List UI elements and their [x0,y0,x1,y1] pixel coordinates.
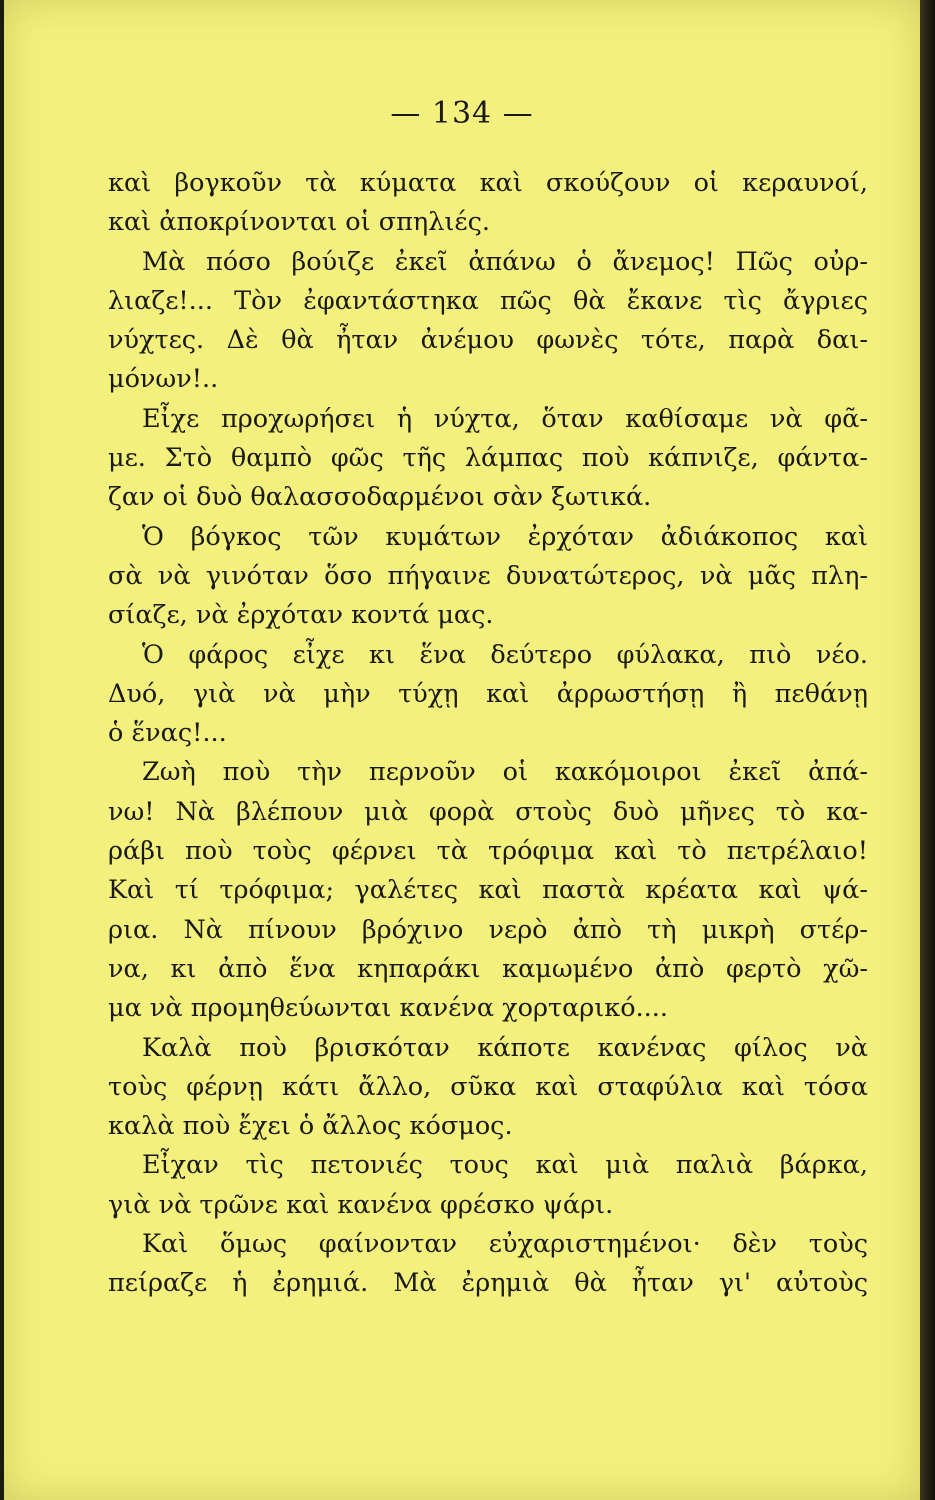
text-line: ράβι ποὺ τοὺς φέρνει τὰ τρόφιμα καὶ τὸ πετρέλαιο! [108,836,868,867]
text-line: Δυό, γιὰ νὰ μὴν τύχῃ καὶ ἀρρωστήσῃ ἢ πεθάνῃ [108,678,868,709]
text-line: να, κι ἀπὸ ἕνα κηπαράκι καμωμένο ἀπὸ φερτὸ χῶ- [108,953,868,984]
text-line: Ὁ φάρος εἶχε κι ἕνα δεύτερο φύλακα, πιὸ νέο. [142,639,868,670]
text-line: σὰ νὰ γινόταν ὅσο πήγαινε δυνατώτερος, νὰ μᾶς πλη- [108,560,868,591]
text-line: ὁ ἕνας!... [108,718,227,749]
page-number: — 134 — [390,96,534,131]
text-line: Εἶχε προχωρήσει ἡ νύχτα, ὅταν καθίσαμε νὰ φᾶ- [142,403,868,434]
page-edge-shadow [920,0,935,1500]
text-line: μα νὰ προμηθεύωνται κανένα χορταρικό.... [108,993,668,1024]
body-text [108,164,868,1304]
text-line: καλὰ ποὺ ἔχει ὁ ἄλλος κόσμος. [108,1111,513,1142]
text-line: Καὶ τί τρόφιμα; γαλέτες καὶ παστὰ κρέατα καὶ ψά- [108,875,868,906]
text-line: Καὶ ὅμως φαίνονταν εὐχαριστημένοι· δὲν τοὺς [142,1229,868,1260]
text-line: καὶ ἀποκρίνονται οἱ σπηλιές. [108,207,490,238]
text-line: Μὰ πόσο βούιζε ἐκεῖ ἀπάνω ὁ ἄνεμος! Πῶς οὐρ- [142,246,868,277]
text-line: Καλὰ ποὺ βρισκόταν κάποτε κανένας φίλος νὰ [142,1032,868,1063]
text-line: γιὰ νὰ τρῶνε καὶ κανένα φρέσκο ψάρι. [108,1189,614,1220]
text-line: Ὁ βόγκος τῶν κυμάτων ἐρχόταν ἀδιάκοπος καὶ [142,521,868,552]
book-page [4,0,920,1500]
text-line: σίαζε, νὰ ἐρχόταν κοντά μας. [108,600,494,631]
text-line: ρια. Νὰ πίνουν βρόχινο νερὸ ἀπὸ τὴ μικρὴ στέρ- [108,914,868,945]
text-line: νύχτες. Δὲ θὰ ἦταν ἀνέμου φωνὲς τότε, παρὰ δαι- [108,325,868,356]
text-line: Ζωὴ ποὺ τὴν περνοῦν οἱ κακόμοιροι ἐκεῖ ἀπά- [142,757,868,788]
text-line: τοὺς φέρνῃ κάτι ἄλλο, σῦκα καὶ σταφύλια καὶ τόσα [108,1071,868,1102]
text-line: με. Στὸ θαμπὸ φῶς τῆς λάμπας ποὺ κάπνιζε, φάντα- [108,443,868,474]
text-line: καὶ βογκοῦν τὰ κύματα καὶ σκούζουν οἱ κεραυνοί, [108,168,868,198]
text-line: Εἶχαν τὶς πετονιές τους καὶ μιὰ παλιὰ βάρκα, [142,1150,868,1181]
text-line: λιαζε!... Τὸν ἐφαντάστηκα πῶς θὰ ἔκανε τὶς ἄγριες [108,285,868,316]
text-line: πείραζε ἡ ἐρημιά. Μὰ ἐρημιὰ θὰ ἦταν γι' αὐτοὺς [108,1268,868,1299]
text-line: μόνων!.. [108,364,219,395]
text-line: νω! Νὰ βλέπουν μιὰ φορὰ στοὺς δυὸ μῆνες τὸ κα- [108,796,868,827]
text-line: ζαν οἱ δυὸ θαλασσοδαρμένοι σὰν ξωτικά. [108,482,652,513]
